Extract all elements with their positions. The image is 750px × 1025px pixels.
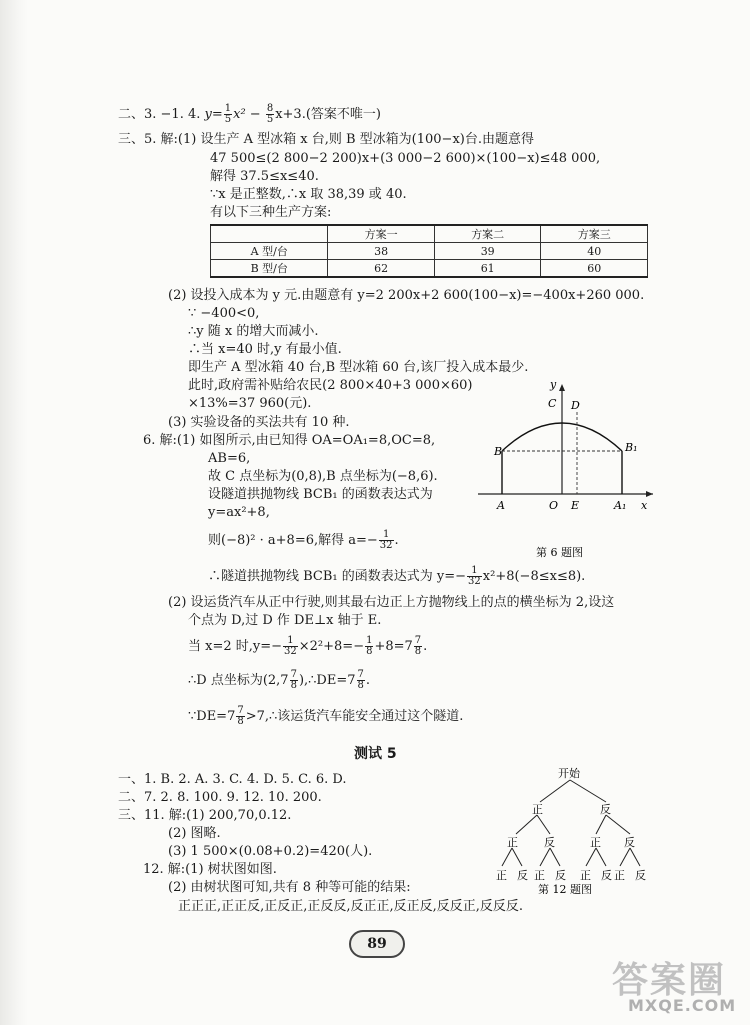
q6-line-6: [208, 530, 399, 551]
table-cell: 38: [328, 243, 435, 260]
table-cell: 40: [541, 243, 648, 260]
text: .: [394, 533, 399, 548]
numerator: 7: [414, 635, 422, 646]
denominator: 8: [414, 646, 422, 657]
q6-line-1: 6. 解:(1) 如图所示,由已知得 OA=OA₁=8,OC=8,: [143, 433, 436, 448]
label-x: x: [641, 499, 648, 512]
fraction: [266, 104, 274, 125]
q6-part2-line-3: [188, 636, 427, 657]
table-header-cell: 方案二: [434, 225, 541, 243]
numerator: 1: [467, 566, 482, 577]
fraction: [379, 530, 394, 551]
text: +8=7: [374, 639, 413, 654]
text: 当 x=2 时,y=−: [188, 639, 283, 654]
q6-line-3: 故 C 点坐标为(0,8),B 点坐标为(−8,6).: [208, 469, 438, 484]
numerator: 1: [379, 530, 394, 541]
fraction: [357, 670, 365, 691]
tree-l2-node: 正: [590, 836, 601, 849]
figure-6-caption: 第 6 题图: [536, 546, 583, 559]
production-plan-table: [210, 224, 648, 278]
tree-l2-node: 反: [624, 836, 635, 849]
numerator: 1: [283, 636, 298, 647]
q5-part2-line-5: 即生产 A 型冰箱 40 台,B 型冰箱 60 台,该厂投入成本最少.: [188, 360, 529, 375]
q5-part2-line-3: ∴y 随 x 的增大而减小.: [188, 324, 319, 339]
test5-line-5: (3) 1 500×(0.08+0.2)=420(人).: [168, 844, 373, 859]
text: ∴D 点坐标为(2,7: [188, 673, 289, 688]
label-a1: A₁: [614, 499, 627, 512]
q5-part2-line-7: ×13%=37 960(元).: [188, 396, 312, 411]
page-number: 89: [349, 930, 405, 958]
label-e: E: [571, 499, 580, 512]
tree-l3-node: 正: [496, 869, 507, 882]
label-c: C: [548, 397, 557, 410]
q5-part2-line-4: ∴当 x=40 时,y 有最小值.: [188, 342, 342, 357]
q5-part2-line-1: (2) 设投入成本为 y 元.由题意有 y=2 200x+2 600(100−x)=−400x+260 000.: [168, 288, 645, 303]
test5-line-8: 正正正,正正反,正反正,正反反,反正正,反正反,反反正,反反反.: [178, 899, 524, 914]
table-row: [211, 260, 648, 278]
text: ∴隧道拱抛物线 BCB₁ 的函数表达式为 y=−: [208, 569, 467, 584]
fraction: [290, 670, 298, 691]
tree-l1-node: 正: [532, 803, 543, 816]
denominator: 8: [366, 646, 373, 657]
denominator: 32: [379, 540, 393, 551]
tree-l3-node: 反: [555, 869, 566, 882]
table-cell: B 型/台: [211, 260, 328, 278]
q5-line-1: 三、5. 解:(1) 设生产 A 型冰箱 x 台,则 B 型冰箱为(100−x)台.由题意得: [118, 132, 534, 147]
q5-part2-line-2: ∵ −400<0,: [188, 306, 260, 321]
figure-12-caption: 第 12 题图: [538, 883, 592, 894]
tree-diagram: [482, 764, 662, 894]
q6-line-4: 设隧道拱抛物线 BCB₁ 的函数表达式为: [208, 487, 433, 502]
table-cell: 61: [434, 260, 541, 278]
text: ∵DE=7: [188, 709, 236, 724]
numerator: 7: [357, 669, 364, 680]
q5-part3-line: (3) 实验设备的买法共有 10 种.: [168, 415, 350, 430]
q6-part2-line-1: (2) 设运货汽车从正中行驶,则其最右边正上方抛物线上的点的横坐标为 2,设这: [168, 595, 615, 610]
text: ),∴DE=7: [298, 673, 356, 688]
page-spine-shadow: [0, 0, 28, 1025]
label-d: D: [571, 399, 580, 412]
text: y=: [204, 107, 223, 122]
tree-l3-node: 正: [614, 869, 625, 882]
label-b1: B₁: [625, 441, 638, 454]
table-header-row: [211, 225, 648, 243]
test5-line-1: 一、1. B. 2. A. 3. C. 4. D. 5. C. 6. D.: [118, 772, 347, 787]
fraction: [224, 104, 232, 125]
label-b: B: [494, 445, 503, 458]
text: 则(−8)² · a+8=6,解得 a=−: [208, 533, 378, 548]
test5-line-2: 二、7. 2. 8. 100. 9. 12. 10. 200.: [118, 790, 322, 805]
watermark-logo: 答案圈: [612, 960, 727, 1001]
fraction: [283, 636, 298, 657]
q5-line-4: ∵x 是正整数,∴x 取 38,39 或 40.: [210, 187, 407, 202]
q5-line-3: 解得 37.5≤x≤40.: [210, 169, 319, 184]
fraction: [365, 636, 373, 657]
denominator: 32: [284, 646, 297, 657]
tree-l3-node: 正: [580, 869, 591, 882]
text: x+3.(答案不唯一): [275, 107, 381, 122]
fraction: [414, 636, 422, 657]
test5-line-3: 三、11. 解:(1) 200,70,0.12.: [118, 808, 292, 823]
text: >7,∴该运货汽车能安全通过这个隧道.: [245, 709, 464, 724]
tree-l3-node: 反: [601, 869, 612, 882]
denominator: 32: [468, 576, 481, 587]
q6-part2-line-5: [188, 706, 463, 727]
label-o: O: [549, 499, 559, 512]
x-axis-arrow: [646, 491, 653, 497]
text: x²+8(−8≤x≤8).: [482, 569, 586, 584]
watermark-url: MXQE.COM: [628, 996, 737, 1015]
table-header-cell: [211, 225, 328, 243]
table-cell: A 型/台: [211, 243, 328, 260]
label-a: A: [497, 499, 505, 512]
text: 二、3. −1. 4.: [118, 107, 205, 122]
text: x² −: [233, 107, 265, 122]
tree-l3-node: 反: [635, 869, 646, 882]
tree-edges: [502, 780, 640, 866]
q5-part2-line-6: 此时,政府需补贴给农民(2 800×40+3 000×60): [188, 378, 473, 393]
tree-l2-node: 反: [544, 836, 555, 849]
tree-l3-node: 正: [534, 869, 545, 882]
section-title: 测试 5: [354, 746, 397, 762]
test5-line-4: (2) 图略.: [168, 826, 221, 841]
denominator: 8: [290, 680, 297, 691]
fraction: [236, 706, 244, 727]
table-cell: 62: [328, 260, 435, 278]
q6-part2-line-4: [188, 670, 370, 691]
numerator: 7: [290, 669, 297, 680]
table-cell: 60: [541, 260, 648, 278]
table-cell: 39: [434, 243, 541, 260]
tree-l2-node: 正: [507, 836, 518, 849]
denominator: 5: [266, 114, 274, 125]
text: .: [365, 673, 371, 688]
tree-l1-node: 反: [600, 803, 611, 816]
numerator: 1: [366, 635, 373, 646]
denominator: 8: [357, 680, 364, 691]
part2-answer-line: [118, 104, 381, 125]
numerator: 8: [266, 103, 274, 114]
q6-line-2: AB=6,: [208, 451, 251, 466]
numerator: 7: [237, 705, 244, 716]
q6-line-5: y=ax²+8,: [208, 505, 270, 520]
tree-l3-node: 反: [517, 869, 528, 882]
q5-line-5: 有以下三种生产方案:: [210, 205, 332, 220]
q5-line-2: 47 500≤(2 800−2 200)x+(3 000−2 600)×(100−x)≤48 000,: [210, 151, 601, 166]
table-header-cell: 方案一: [328, 225, 435, 243]
table-row: [211, 243, 648, 260]
text: ×2²+8=−: [298, 639, 365, 654]
test5-line-6: 12. 解:(1) 树状图如图.: [143, 862, 277, 877]
y-axis-arrow: [559, 384, 565, 391]
denominator: 8: [237, 716, 244, 727]
tree-root: 开始: [558, 767, 580, 780]
q6-part2-line-2: 个点为 D,过 D 作 DE⊥x 轴于 E.: [188, 613, 382, 628]
numerator: 1: [224, 103, 232, 114]
text: .: [423, 639, 428, 654]
label-y: y: [550, 378, 557, 391]
denominator: 5: [224, 114, 232, 125]
tunnel-parabola-figure: [468, 378, 668, 578]
table-header-cell: 方案三: [541, 225, 648, 243]
test5-line-7: (2) 由树状图可知,共有 8 种等可能的结果:: [168, 880, 411, 895]
